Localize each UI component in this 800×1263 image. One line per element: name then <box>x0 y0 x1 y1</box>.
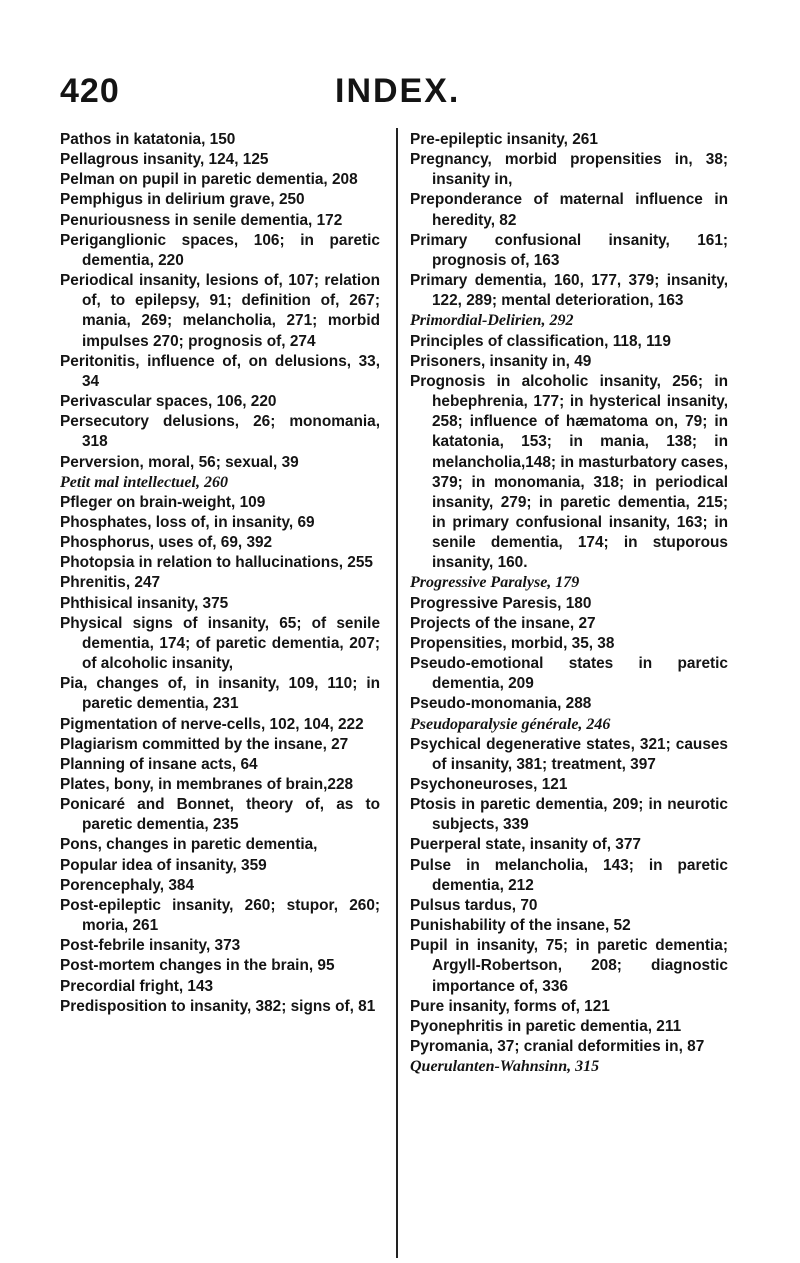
index-entry <box>60 614 380 674</box>
index-entry <box>410 1057 728 1077</box>
index-entry <box>410 856 728 896</box>
index-entry <box>410 634 728 654</box>
index-entry-text: Phosphates, loss of, in insanity, 69 <box>60 513 315 531</box>
index-entry-text: Phrenitis, 247 <box>60 574 161 592</box>
index-entry <box>60 170 380 190</box>
index-entry <box>60 977 380 997</box>
index-entry <box>60 533 380 553</box>
index-entry-text: Post-epileptic insanity, 260; stupor, 260; moria, 261 <box>60 896 380 935</box>
index-entry-text: Periganglionic spaces, 106; in paretic dementia, 220 <box>60 231 380 269</box>
index-entry <box>410 311 728 331</box>
index-entry-text: Principles of classification, 118, 119 <box>410 332 671 350</box>
index-entry <box>60 876 380 896</box>
index-entry-text: Plates, bony, in membranes of brain,228 <box>60 776 354 793</box>
index-entry-text: Progressive Paralyse, 179 <box>410 574 580 592</box>
index-entry-text: Perversion, moral, 56; sexual, 39 <box>60 453 299 471</box>
index-entry-text: Pfleger on brain-weight, 109 <box>60 493 266 511</box>
index-entry <box>410 936 728 996</box>
index-entry-text: Projects of the insane, 27 <box>410 614 596 632</box>
index-entry-text: Periodical insanity, lesions of, 107; relation of, to epilepsy, 91; definition of, 267; mania, 269; melancholia, 271; morbid impulses 270; prognosis of, 274 <box>60 272 380 350</box>
index-entry <box>410 130 728 150</box>
index-entry <box>410 654 728 694</box>
index-entry-text: Pathos in katatonia, 150 <box>60 131 236 148</box>
index-entry-text: Pelman on pupil in paretic dementia, 208 <box>60 171 358 189</box>
index-column-right <box>410 130 728 1077</box>
index-entry <box>60 573 380 593</box>
index-entry <box>410 1037 728 1057</box>
index-entry <box>60 211 380 231</box>
index-entry-text: Planning of insane acts, 64 <box>60 755 258 773</box>
index-entry-text: Peritonitis, influence of, on delusions, 33, 34 <box>60 352 380 390</box>
index-entry <box>60 190 380 210</box>
index-entry <box>410 271 728 311</box>
index-entry-text: Pseudo-emotional states in paretic dementia, 209 <box>410 655 728 693</box>
index-entry <box>410 573 728 593</box>
index-entry-text: Prisoners, insanity in, 49 <box>410 352 592 370</box>
index-entry-text: Precordial fright, 143 <box>60 977 214 995</box>
index-entry <box>60 473 380 493</box>
index-entry-text: Porencephaly, 384 <box>60 876 195 894</box>
index-entry <box>410 1017 728 1037</box>
index-entry-text: Pigmentation of nerve-cells, 102, 104, 222 <box>60 715 364 733</box>
index-entry-text: Preponderance of maternal influence in heredity, 82 <box>410 191 728 229</box>
index-entry <box>410 835 728 855</box>
index-entry-text: Pupil in insanity, 75; in paretic dementia; Argyll-Robertson, 208; diagnostic importance of, 336 <box>410 937 728 995</box>
index-entry-text: Pia, changes of, in insanity, 109, 110; in paretic dementia, 231 <box>60 675 380 713</box>
index-entry <box>60 493 380 513</box>
index-entry-text: Ptosis in paretic dementia, 209; in neurotic subjects, 339 <box>410 796 728 834</box>
index-entry-text: Propensities, morbid, 35, 38 <box>410 634 615 652</box>
index-entry <box>410 896 728 916</box>
index-entry <box>60 896 380 936</box>
index-entry <box>60 352 380 392</box>
index-entry <box>60 594 380 614</box>
index-entry <box>60 513 380 533</box>
index-column-left <box>60 130 380 1017</box>
index-entry-text: Plagiarism committed by the insane, 27 <box>60 735 349 753</box>
index-entry-text: Post-mortem changes in the brain, 95 <box>60 957 335 975</box>
page-header <box>0 72 800 112</box>
index-entry <box>60 412 380 452</box>
index-entry <box>410 916 728 936</box>
index-entry-text: Pulsus tardus, 70 <box>410 896 538 914</box>
index-entry-text: Primordial-Delirien, 292 <box>410 312 574 330</box>
index-entry <box>60 735 380 755</box>
index-entry-text: Punishability of the insane, 52 <box>410 917 631 935</box>
index-entry-text: Physical signs of insanity, 65; of senile dementia, 174; of paretic dementia, 207; of alcoholic insanity, <box>60 614 380 673</box>
index-entry <box>410 735 728 775</box>
index-entry <box>60 130 380 150</box>
index-entry-text: Phthisical insanity, 375 <box>60 594 229 612</box>
index-entry <box>60 835 380 855</box>
index-entry-text: Persecutory delusions, 26; monomania, 318 <box>60 413 380 451</box>
index-entry-text: Puerperal state, insanity of, 377 <box>410 836 641 854</box>
page-title: INDEX. <box>335 72 461 110</box>
index-entry-text: Primary confusional insanity, 161; prognosis of, 163 <box>410 231 728 269</box>
index-entry <box>60 856 380 876</box>
page-number: 420 <box>60 72 120 110</box>
index-entry <box>60 795 380 835</box>
index-entry <box>60 715 380 735</box>
index-entry-text: Perivascular spaces, 106, 220 <box>60 393 277 411</box>
index-entry <box>60 674 380 714</box>
index-entry-text: Pure insanity, forms of, 121 <box>410 997 610 1015</box>
index-entry-text: Popular idea of insanity, 359 <box>60 856 267 874</box>
index-entry-text: Penuriousness in senile dementia, 172 <box>60 211 343 229</box>
index-entry <box>410 715 728 735</box>
index-entry-text: Pre-epileptic insanity, 261 <box>410 131 598 148</box>
index-entry-text: Pregnancy, morbid propensities in, 38; insanity in, <box>410 151 728 189</box>
index-entry-text: Phosphorus, uses of, 69, 392 <box>60 534 273 552</box>
index-entry <box>410 372 728 574</box>
index-entry-text: Pseudoparalysie générale, 246 <box>410 715 611 733</box>
index-entry <box>60 392 380 412</box>
index-entry <box>410 190 728 230</box>
index-entry-text: Pellagrous insanity, 124, 125 <box>60 151 269 169</box>
index-entry-text: Progressive Paresis, 180 <box>410 594 592 612</box>
index-entry-text: Post-febrile insanity, 373 <box>60 937 241 955</box>
index-entry-text: Pulse in melancholia, 143; in paretic dementia, 212 <box>410 856 728 894</box>
index-entry-text: Ponicaré and Bonnet, theory of, as to paretic dementia, 235 <box>60 796 380 834</box>
index-entry-text: Predisposition to insanity, 382; signs of, 81 <box>60 997 376 1015</box>
index-entry <box>60 553 380 573</box>
index-entry <box>410 352 728 372</box>
index-entry-text: Pemphigus in delirium grave, 250 <box>60 191 305 209</box>
index-entry <box>410 594 728 614</box>
index-entry-text: Petit mal intellectuel, 260 <box>60 473 228 491</box>
index-entry <box>60 775 380 795</box>
index-entry-text: Pons, changes in paretic dementia, <box>60 836 318 854</box>
index-entry <box>60 755 380 775</box>
column-divider <box>396 128 398 1258</box>
index-entry <box>410 332 728 352</box>
index-entry-text: Pyromania, 37; cranial deformities in, 87 <box>410 1038 705 1056</box>
index-entry-text: Pyonephritis in paretic dementia, 211 <box>410 1017 682 1035</box>
index-entry <box>60 936 380 956</box>
index-entry <box>60 231 380 271</box>
index-entry <box>410 614 728 634</box>
index-entry-text: Pseudo-monomania, 288 <box>410 695 592 713</box>
index-entry <box>60 150 380 170</box>
index-entry <box>410 775 728 795</box>
index-entry <box>410 150 728 190</box>
index-entry-text: Prognosis in alcoholic insanity, 256; in hebephrenia, 177; in hysterical insanity, 258; influence of hæmatoma on, 79; in katatonia, 153; in mania, 138; in melancholia,148; in masturbatory cases, 379; in monomania, 318; in periodical insanity, 279; in paretic dementia, 215; in primary confusional insanity, 163; in senile dementia, 174; in stuporous insanity, 160. <box>410 372 728 572</box>
index-entry-text: Querulanten-Wahnsinn, 315 <box>410 1058 600 1076</box>
index-entry <box>60 453 380 473</box>
index-entry <box>410 795 728 835</box>
index-entry <box>410 694 728 714</box>
index-entry <box>60 997 380 1017</box>
index-entry-text: Psychical degenerative states, 321; causes of insanity, 381; treatment, 397 <box>410 735 728 773</box>
index-entry-text: Photopsia in relation to hallucinations, 255 <box>60 554 373 572</box>
index-entry <box>410 231 728 271</box>
index-entry-text: Primary dementia, 160, 177, 379; insanity, 122, 289; mental deterioration, 163 <box>410 272 728 310</box>
index-entry-text: Psychoneuroses, 121 <box>410 776 568 793</box>
index-entry <box>60 956 380 976</box>
index-entry <box>60 271 380 352</box>
index-entry <box>410 997 728 1017</box>
